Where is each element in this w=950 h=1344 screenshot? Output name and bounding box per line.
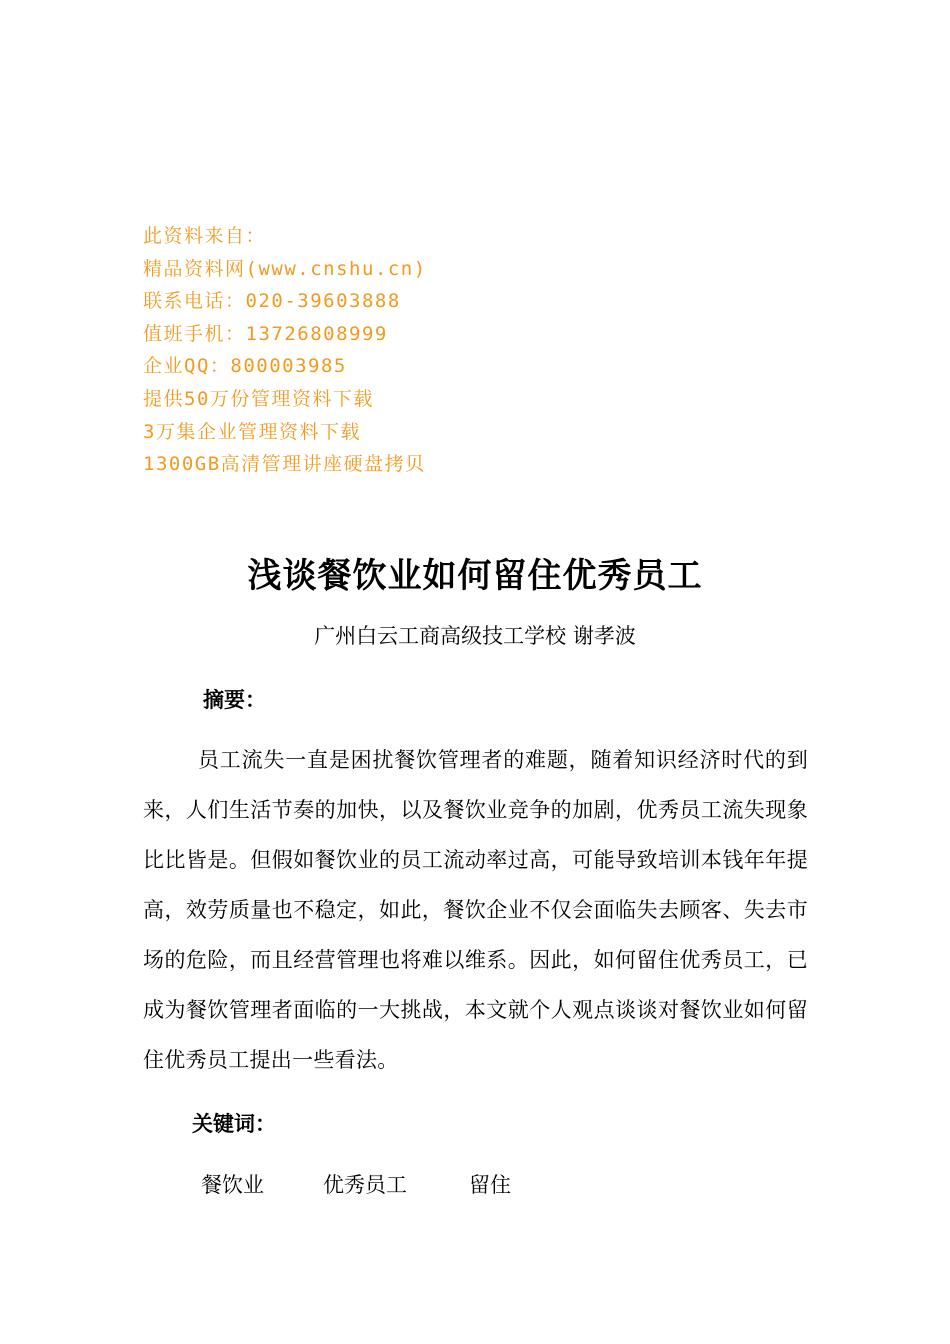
source-line-website: 精品资料网(www.cnshu.cn) bbox=[143, 257, 427, 280]
keyword: 优秀员工 bbox=[323, 1173, 407, 1197]
keyword: 留住 bbox=[469, 1173, 511, 1197]
source-line: 3万集企业管理资料下载 bbox=[143, 420, 361, 443]
source-line: 1300GB高清管理讲座硬盘拷贝 bbox=[143, 453, 426, 476]
keyword: 餐饮业 bbox=[201, 1173, 264, 1197]
keywords-list bbox=[0, 1168, 950, 1202]
article-title: 浅谈餐饮业如何留住优秀员工 bbox=[247, 556, 703, 596]
abstract-text: 员工流失一直是困扰餐饮管理者的难题，随着知识经济时代的到来，人们生活节奏的加快，以及餐饮业竞争的加剧，优秀员工流失现象比比皆是。但假如餐饮业的员工流动率过高，可能导致培训本钱年年提高，效劳质量也不稳定，如此，餐饮企业不仅会面临失去顾客、失去市场的危险，而且经营管理也将难以维系。因此，如何留住优秀员工，已成为餐饮管理者面临的一大挑战，本文就个人观点谈谈对餐饮业如何留住优秀员工提出一些看法。 bbox=[143, 748, 808, 1072]
abstract-label: 摘要： bbox=[203, 688, 266, 712]
source-line: 此资料来自： bbox=[143, 225, 267, 247]
keywords-label: 关键词： bbox=[192, 1112, 276, 1136]
source-line-mobile: 值班手机：13726808999 bbox=[143, 322, 388, 345]
article-author: 广州白云工商高级技工学校 谢孝波 bbox=[314, 624, 636, 648]
source-line-phone: 联系电话：020-39603888 bbox=[143, 290, 401, 313]
source-line: 提供50万份管理资料下载 bbox=[143, 387, 374, 410]
source-info-block bbox=[143, 220, 663, 481]
source-line-qq: 企业QQ：800003985 bbox=[143, 355, 347, 378]
